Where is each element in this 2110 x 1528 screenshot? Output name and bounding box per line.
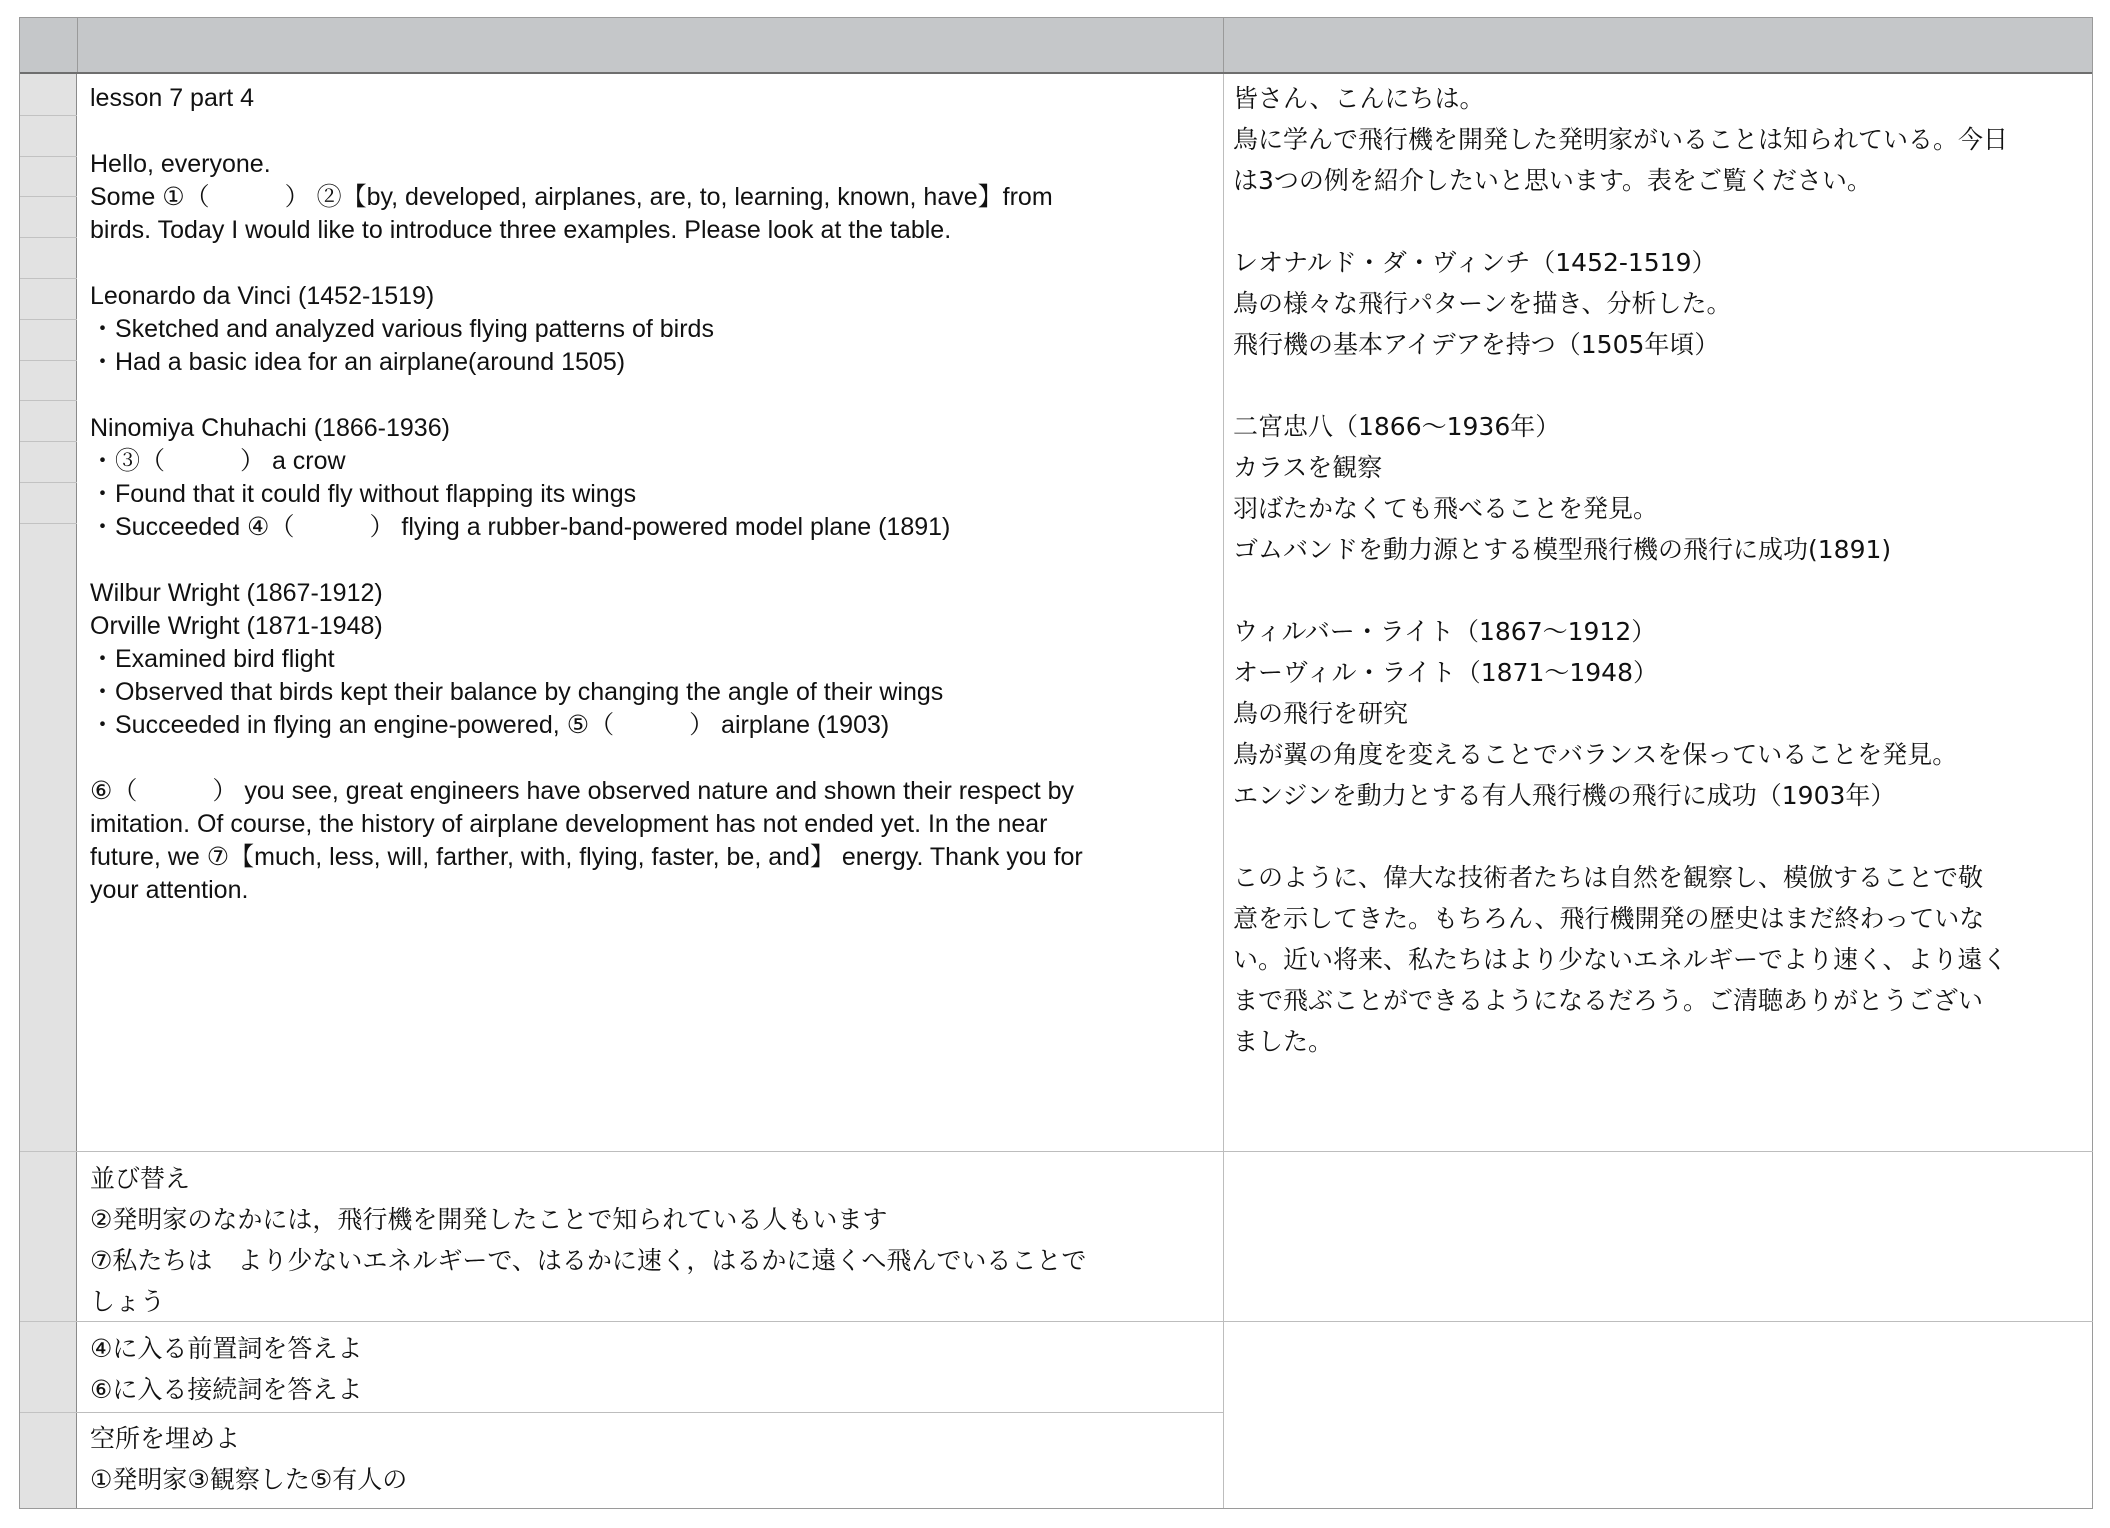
english-text-line: ・Sketched and analyzed various flying patterns of birds — [90, 315, 714, 343]
question-text-line: 空所を埋めよ — [90, 1424, 241, 1453]
japanese-text-line: は3つの例を紹介したいと思います。表をご覧ください。 — [1233, 166, 1872, 195]
row-header-column[interactable] — [20, 74, 77, 1508]
english-text-line: ・Had a basic idea for an airplane(around 1505) — [90, 348, 626, 376]
english-text-line: Hello, everyone. — [90, 150, 271, 178]
english-text-line: ・Observed that birds kept their balance by changing the angle of their wings — [90, 678, 944, 706]
japanese-text-line: ウィルバー・ライト（1867〜1912） — [1233, 617, 1657, 646]
fill-blank-question-cell[interactable] — [90, 1418, 1218, 1500]
row-header-divider — [20, 156, 77, 157]
english-text-line — [90, 247, 1218, 280]
japanese-text-line: オーヴィル・ライト（1871〜1948） — [1233, 658, 1658, 687]
english-text-line: imitation. Of course, the history of airplane development has not ended yet. In the near — [90, 810, 1048, 838]
row-header-divider — [20, 1321, 77, 1322]
japanese-text-line: 飛行機の基本アイデアを持つ（1505年頃） — [1233, 330, 1720, 359]
row-header-divider — [20, 319, 77, 320]
english-text-line: Orville Wright (1871-1948) — [90, 612, 383, 640]
english-text-line — [90, 379, 1218, 412]
japanese-text-line: カラスを観察 — [1233, 453, 1383, 482]
japanese-text-line: 皆さん、こんにちは。 — [1233, 84, 1485, 113]
row-header-divider — [20, 482, 77, 483]
empty-cell[interactable] — [1224, 1322, 2092, 1508]
english-text-line: Some ①（ ） ②【by, developed, airplanes, are, to, learning, known, have】from — [90, 183, 1053, 211]
english-text-line — [90, 544, 1218, 577]
japanese-text-line: ました。 — [1233, 1027, 1334, 1056]
english-text-line: ・Succeeded in flying an engine-powered, ⑤（ ） airplane (1903) — [90, 711, 890, 739]
english-text-line: ・Succeeded ④（ ） flying a rubber-band-powered model plane (1891) — [90, 513, 951, 541]
japanese-text-line: 二宮忠八（1866〜1936年） — [1233, 412, 1561, 441]
japanese-text-line — [1233, 570, 2083, 611]
row-header-divider — [20, 441, 77, 442]
japanese-text-line: ゴムバンドを動力源とする模型飛行機の飛行に成功(1891) — [1233, 535, 1892, 564]
japanese-text-line: 鳥が翼の角度を変えることでバランスを保っていることを発見。 — [1233, 740, 1958, 769]
english-text-line: ⑥（ ） you see, great engineers have observed nature and shown their respect by — [90, 777, 1075, 805]
row-header-divider — [20, 400, 77, 401]
row-header-divider — [20, 1412, 77, 1413]
row-header-divider — [20, 237, 77, 238]
english-text-line: future, we ⑦【much, less, will, farther, with, flying, faster, be, and】 energy. Thank you for — [90, 843, 1083, 871]
question-text-line: ⑥に入る接続詞を答えよ — [90, 1375, 363, 1404]
english-text-cell[interactable] — [90, 82, 1218, 907]
english-text-line: ・Examined bird flight — [90, 645, 335, 673]
question-text-line: ④に入る前置詞を答えよ — [90, 1334, 363, 1363]
row-header-divider — [20, 1151, 77, 1152]
japanese-text-line: 羽ばたかなくても飛べることを発見。 — [1233, 494, 1659, 523]
english-text-line: ・Found that it could fly without flapping its wings — [90, 480, 637, 508]
english-text-line: your attention. — [90, 876, 249, 904]
english-text-line: ・③（ ） a crow — [90, 447, 346, 475]
english-text-line — [90, 115, 1218, 148]
japanese-text-line: まで飛ぶことができるようになるだろう。ご清聴ありがとうござい — [1233, 986, 1984, 1015]
row-divider — [77, 1412, 1223, 1413]
row-header-divider — [20, 278, 77, 279]
english-text-line: lesson 7 part 4 — [90, 84, 254, 112]
english-text-line: birds. Today I would like to introduce three examples. Please look at the table. — [90, 216, 952, 244]
japanese-text-line: エンジンを動力とする有人飛行機の飛行に成功（1903年） — [1233, 781, 1896, 810]
grammar-question-cell[interactable] — [90, 1328, 1218, 1410]
spreadsheet-grid — [19, 17, 2093, 1509]
japanese-text-line: 鳥の様々な飛行パターンを描き、分析した。 — [1233, 289, 1732, 318]
japanese-text-line — [1233, 201, 2083, 242]
row-header-divider — [20, 196, 77, 197]
row-header-divider — [20, 360, 77, 361]
japanese-text-line: い。近い将来、私たちはより少ないエネルギーでより速く、より遠く — [1233, 945, 2008, 974]
japanese-text-line — [1233, 816, 2083, 857]
japanese-translation-cell[interactable] — [1233, 78, 2083, 1062]
empty-cell[interactable] — [1224, 1152, 2092, 1320]
english-text-line — [90, 742, 1218, 775]
japanese-text-line: 鳥に学んで飛行機を開発した発明家がいることは知られている。今日 — [1233, 125, 2009, 154]
english-text-line: Wilbur Wright (1867-1912) — [90, 579, 383, 607]
reorder-question-cell[interactable] — [90, 1158, 1218, 1322]
reorder-text-line: ②発明家のなかには，飛行機を開発したことで知られている人もいます — [90, 1205, 888, 1234]
japanese-text-line: レオナルド・ダ・ヴィンチ（1452-1519） — [1233, 248, 1717, 277]
japanese-text-line: このように、偉大な技術者たちは自然を観察し、模倣することで敬 — [1233, 863, 1984, 892]
japanese-text-line: 意を示してきた。もちろん、飛行機開発の歴史はまだ終わっていな — [1233, 904, 1985, 933]
column-header-bar[interactable] — [20, 18, 2092, 74]
reorder-text-line: しょう — [90, 1287, 166, 1316]
english-text-line: Ninomiya Chuhachi (1866-1936) — [90, 414, 450, 442]
question-text-line: ①発明家③観察した⑤有人の — [90, 1465, 408, 1494]
row-header-divider — [20, 115, 77, 116]
japanese-text-line: 鳥の飛行を研究 — [1233, 699, 1409, 728]
english-text-line: Leonardo da Vinci (1452-1519) — [90, 282, 435, 310]
row-header-divider — [20, 523, 77, 524]
reorder-text-line: 並び替え — [90, 1164, 191, 1193]
reorder-text-line: ⑦私たちは より少ないエネルギーで、はるかに速く，はるかに遠くへ飛んでいることで — [90, 1246, 1087, 1275]
japanese-text-line — [1233, 365, 2083, 406]
